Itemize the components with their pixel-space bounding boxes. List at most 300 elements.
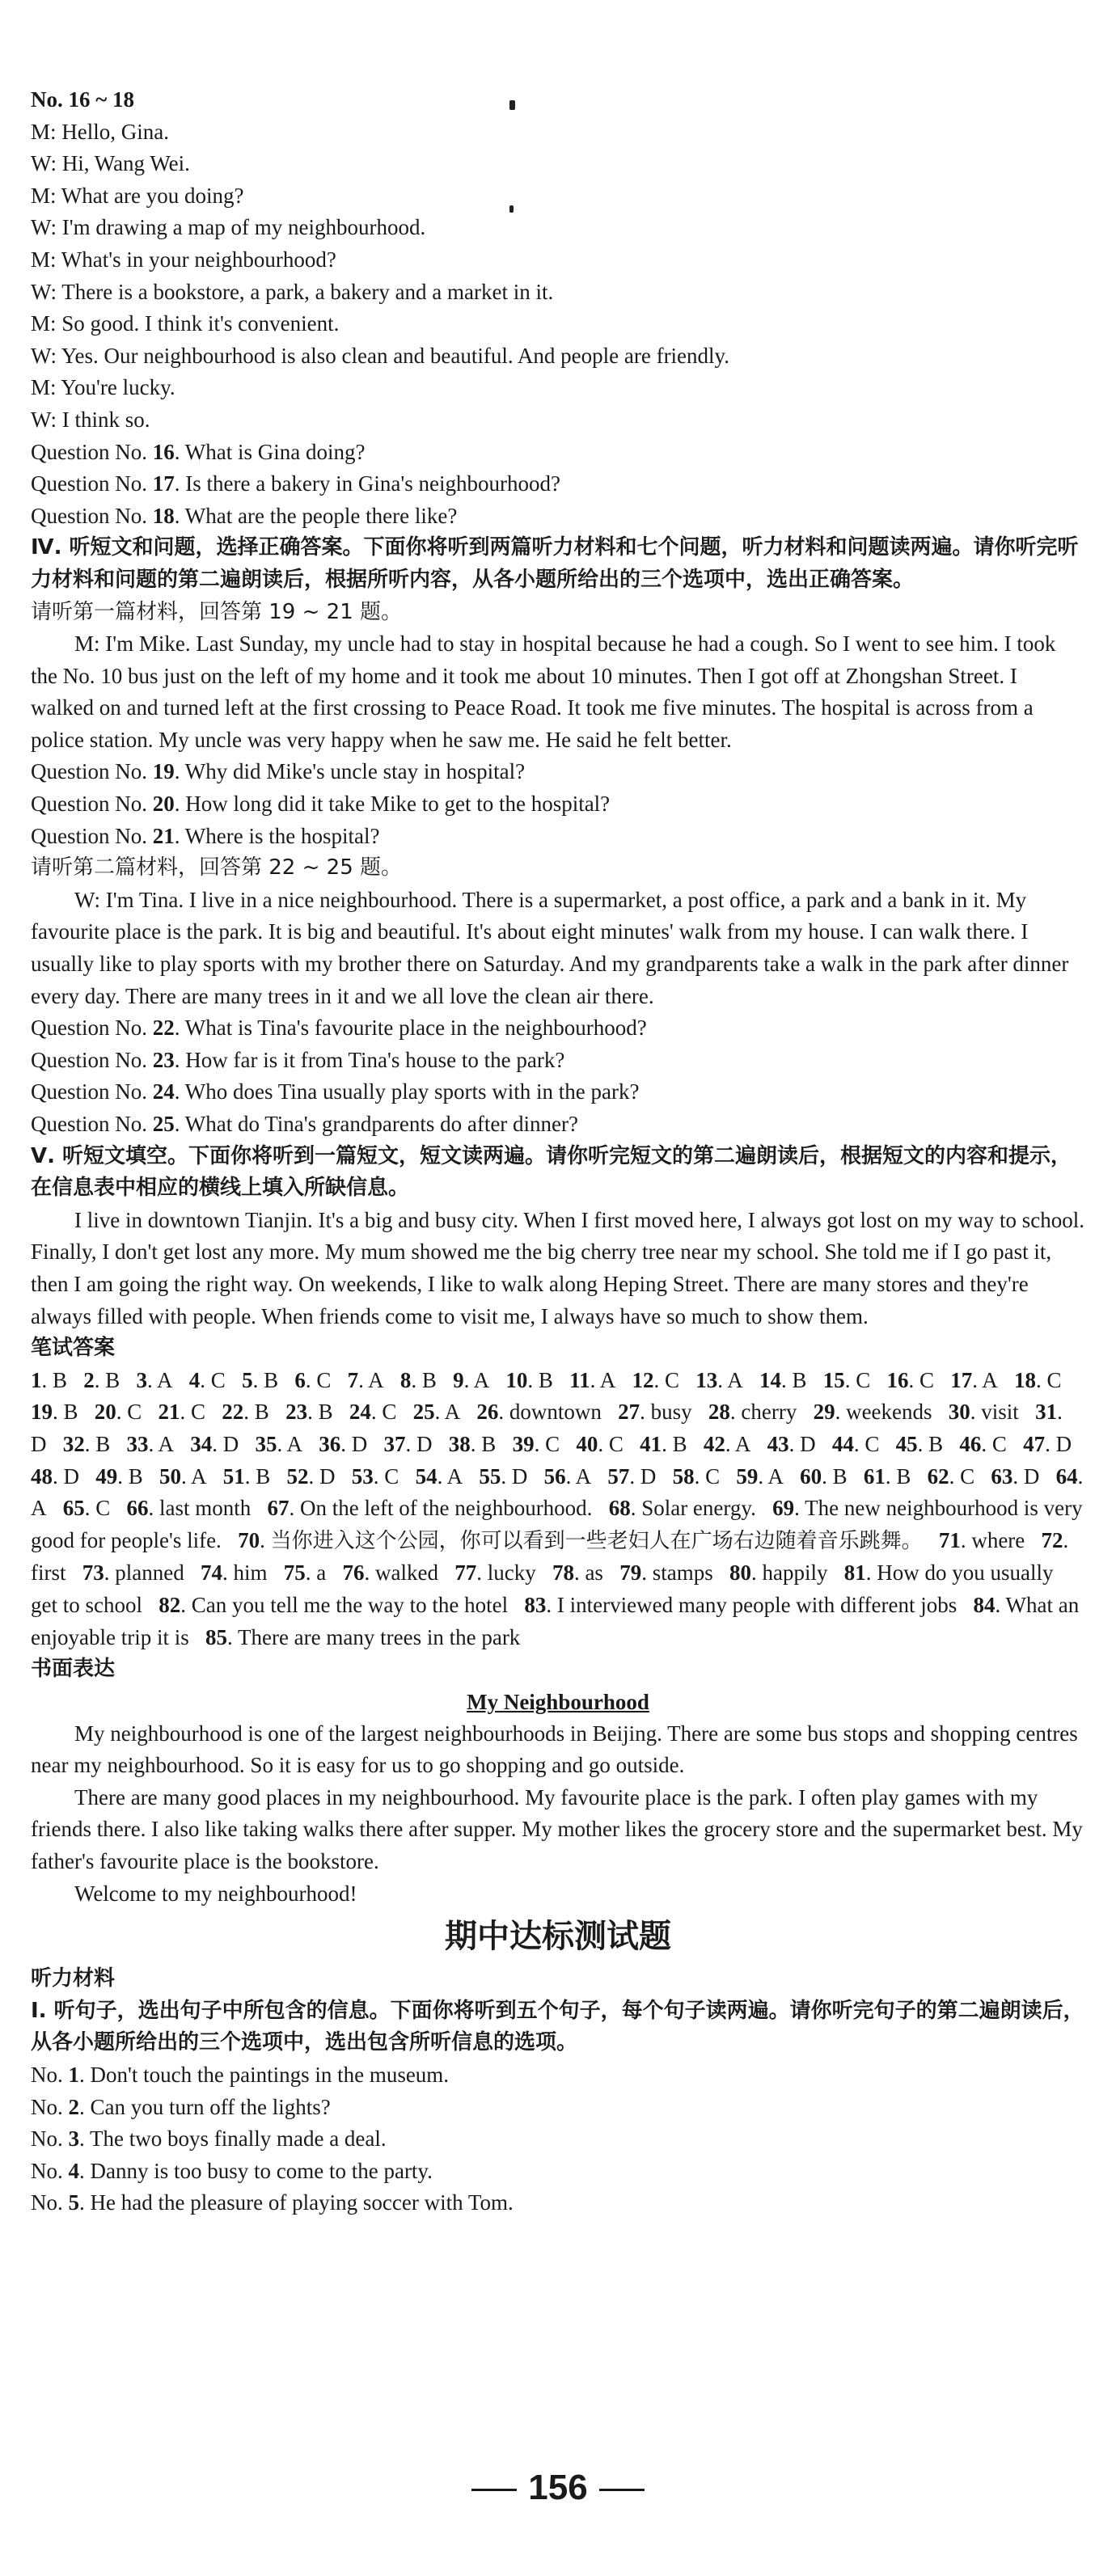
answer-value: happily — [762, 1560, 828, 1586]
answer-number: 21 — [158, 1400, 180, 1425]
answer-item: 41. B — [640, 1431, 687, 1456]
answer-number: 28 — [708, 1400, 730, 1425]
answer-number: 72 — [1041, 1527, 1063, 1552]
answer-item: 70. 当你进入这个公园，你可以看到一些老妇人在广场右边随着音乐跳舞。 — [238, 1527, 923, 1553]
dialogue-line: W: Hi, Wang Wei. — [31, 151, 190, 176]
answer-item: 30. visit — [948, 1400, 1019, 1425]
answer-item: 10. B — [505, 1367, 553, 1392]
dialogue-line: M: You're lucky. — [31, 375, 175, 400]
answer-value: D — [222, 1431, 239, 1456]
answer-item: 85. There are many trees in the park — [205, 1624, 521, 1649]
answer-value: B — [63, 1400, 78, 1425]
document-body — [31, 84, 1085, 2219]
answer-number: 49 — [95, 1463, 118, 1489]
answer-number: 45 — [895, 1431, 918, 1456]
answer-value: last month — [159, 1496, 252, 1521]
answer-item: 24. C — [349, 1400, 397, 1425]
answer-item: 16. C — [886, 1367, 935, 1392]
passage2-intro: 请听第二篇材料，回答第 22 ~ 25 题。 — [31, 855, 403, 880]
answer-value: as — [585, 1560, 603, 1586]
answer-number: 47 — [1023, 1431, 1046, 1456]
answer-number: 26 — [476, 1400, 499, 1425]
answer-item: 56. A — [543, 1463, 592, 1489]
answer-value: C — [991, 1431, 1007, 1456]
answer-number: 4 — [188, 1367, 201, 1392]
answer-number: 78 — [552, 1560, 574, 1586]
answer-number: 63 — [991, 1463, 1013, 1489]
answer-number: 70 — [238, 1527, 260, 1552]
essay-title: My Neighbourhood — [467, 1689, 649, 1714]
answer-item: 11. A — [569, 1367, 616, 1392]
answer-number: 2 — [83, 1367, 95, 1392]
answer-item: 62. C — [927, 1463, 975, 1489]
answer-value: C — [210, 1367, 226, 1392]
question-line: Question No. 17. Is there a bakery in Gina's neighbourhood? — [31, 471, 560, 496]
dialogue-line: M: What are you doing? — [31, 183, 244, 208]
answer-item: 14. B — [759, 1367, 807, 1392]
answer-value: A — [575, 1463, 592, 1489]
answer-value: A — [286, 1431, 303, 1456]
page-number-dash — [599, 2489, 645, 2491]
question-line: Question No. 20. How long did it take Mike to get to the hospital? — [31, 792, 611, 817]
answer-value: B — [128, 1463, 143, 1489]
answer-number: 79 — [619, 1560, 642, 1586]
answer-item: 13. A — [695, 1367, 743, 1392]
answer-value: B — [792, 1367, 807, 1392]
answer-item: 68. Solar energy. — [608, 1496, 756, 1521]
answer-item: 75. a — [283, 1560, 327, 1586]
answer-number: 71 — [938, 1527, 961, 1552]
answer-value: D — [351, 1431, 368, 1456]
answer-number: 46 — [959, 1431, 982, 1456]
answer-value: B — [672, 1431, 687, 1456]
answer-item: 49. B — [95, 1463, 143, 1489]
answer-item: 22. B — [222, 1400, 269, 1425]
answer-item: 17. A — [950, 1367, 998, 1392]
answer-value: C — [95, 1496, 111, 1521]
answer-value: D — [416, 1431, 433, 1456]
answer-value: a — [316, 1560, 327, 1586]
answer-value: B — [105, 1367, 120, 1392]
answer-value: C — [545, 1431, 560, 1456]
essay-paragraph: There are many good places in my neighbourhood. My favourite place is the park. I often play games with my friends there. I also like taking walks there after supper. My mother likes the grocery store and the supermarket best. My father's favourite place is the bookstore. — [31, 1784, 1083, 1874]
answer-number: 44 — [831, 1431, 854, 1456]
answer-item: 84. What an enjoyable trip it is — [31, 1592, 1080, 1649]
answer-item: 15. C — [822, 1367, 871, 1392]
answer-number: 24 — [349, 1400, 371, 1425]
answer-value: B — [256, 1463, 271, 1489]
answer-item: 36. D — [319, 1431, 368, 1456]
answer-item: 27. busy — [618, 1400, 692, 1425]
answer-number: 12 — [632, 1367, 654, 1392]
answer-item: 29. weekends — [813, 1400, 932, 1425]
answer-number: 8 — [399, 1367, 412, 1392]
answer-value: A — [157, 1367, 173, 1392]
answer-number: 57 — [607, 1463, 630, 1489]
answer-value: C — [664, 1367, 679, 1392]
answer-value: C — [127, 1400, 142, 1425]
answer-number: 25 — [412, 1400, 435, 1425]
listening-heading: 听力材料 — [31, 1966, 116, 1991]
answer-item: 78. as — [552, 1560, 603, 1586]
answer-item: 59. A — [736, 1463, 784, 1489]
answer-value: where — [971, 1527, 1025, 1552]
answer-number: 1 — [31, 1367, 42, 1392]
answer-value: first — [31, 1560, 66, 1586]
answer-number: 76 — [342, 1560, 365, 1586]
answer-value: A — [727, 1367, 743, 1392]
answer-item: 21. C — [158, 1400, 206, 1425]
answer-item: 80. happily — [729, 1560, 828, 1586]
answer-value: C — [864, 1431, 880, 1456]
answer-item: 6. C — [294, 1367, 332, 1392]
dialogue — [31, 116, 1085, 437]
answer-item: 72. first — [31, 1527, 1069, 1586]
answer-number: 19 — [31, 1400, 53, 1425]
answer-value: D — [319, 1463, 336, 1489]
answer-value: B — [254, 1400, 269, 1425]
answer-item: 31. D — [31, 1400, 1063, 1456]
question-line: Question No. 19. Why did Mike's uncle stay in hospital? — [31, 759, 526, 784]
answer-value: D — [1023, 1463, 1040, 1489]
sentence-line: No. 4. Danny is too busy to come to the party. — [31, 2158, 433, 2183]
answer-item: 71. where — [938, 1527, 1025, 1552]
page-number-dash — [471, 2489, 517, 2491]
answer-number: 36 — [319, 1431, 341, 1456]
answer-number: 37 — [383, 1431, 406, 1456]
answer-value: C — [919, 1367, 935, 1392]
sentence-line: No. 1. Don't touch the paintings in the museum. — [31, 2063, 450, 2088]
answer-value: A — [368, 1367, 384, 1392]
answer-value: On the left of the neighbourhood. — [300, 1496, 593, 1521]
answer-value: B — [95, 1431, 111, 1456]
question-line: Question No. 18. What are the people there like? — [31, 503, 458, 528]
answer-value: C — [384, 1463, 399, 1489]
answer-item: 76. walked — [342, 1560, 438, 1586]
question-line: Question No. 22. What is Tina's favourite place in the neighbourhood? — [31, 1016, 647, 1041]
answer-item: 12. C — [632, 1367, 679, 1392]
answer-number: 66 — [126, 1496, 149, 1521]
dialogue-line: W: I think so. — [31, 407, 150, 432]
answer-item: 55. D — [479, 1463, 528, 1489]
question-line: Question No. 21. Where is the hospital? — [31, 823, 380, 848]
answer-number: 85 — [205, 1624, 227, 1649]
answer-item: 9. A — [453, 1367, 490, 1392]
answer-value: C — [316, 1367, 332, 1392]
answer-value: C — [382, 1400, 397, 1425]
answer-item: 64. A — [31, 1463, 1084, 1521]
answer-number: 42 — [703, 1431, 725, 1456]
writing-heading: 书面表达 — [31, 1657, 116, 1682]
answer-value: C — [960, 1463, 975, 1489]
answer-item: 2. B — [83, 1367, 120, 1392]
answer-value: walked — [374, 1560, 438, 1586]
dialogue-line: M: What's in your neighbourhood? — [31, 247, 336, 272]
answer-number: 18 — [1014, 1367, 1037, 1392]
answer-value: C — [608, 1431, 624, 1456]
answer-item: 26. downtown — [476, 1400, 602, 1425]
answer-item: 73. planned — [82, 1560, 184, 1586]
answer-item: 32. B — [62, 1431, 111, 1456]
answer-value: B — [832, 1463, 848, 1489]
page-number: 156 — [0, 2468, 1116, 2508]
question-line: Question No. 25. What do Tina's grandparents do after dinner? — [31, 1112, 578, 1136]
dialogue-line: W: I'm drawing a map of my neighbourhood. — [31, 215, 426, 240]
answer-value: D — [63, 1463, 79, 1489]
answer-number: 29 — [813, 1400, 835, 1425]
answer-list — [31, 1365, 1085, 1653]
part5-heading: Ⅴ. 听短文填空。下面你将听到一篇短文，短文读两遍。请你听完短文的第二遍朗读后，根据短文的内容和提示，在信息表中相应的横线上填入所缺信息。 — [31, 1143, 1072, 1201]
answer-value: weekends — [846, 1400, 932, 1425]
answer-item: 65. C — [62, 1496, 111, 1521]
answer-value: A — [31, 1496, 47, 1521]
answer-number: 74 — [200, 1560, 222, 1586]
answer-item: 43. D — [767, 1431, 816, 1456]
answer-item: 46. C — [959, 1431, 1007, 1456]
answer-item: 7. A — [347, 1367, 384, 1392]
answer-number: 56 — [543, 1463, 566, 1489]
answer-value: A — [734, 1431, 751, 1456]
answer-item: 33. A — [126, 1431, 175, 1456]
answer-number: 3 — [136, 1367, 148, 1392]
answer-value: B — [53, 1367, 68, 1392]
answer-number: 32 — [62, 1431, 85, 1456]
question-line: Question No. 16. What is Gina doing? — [31, 439, 366, 464]
answer-number: 22 — [222, 1400, 244, 1425]
answer-value: stamps — [652, 1560, 713, 1586]
sentence-line: No. 5. He had the pleasure of playing soccer with Tom. — [31, 2190, 514, 2215]
answer-item: 60. B — [800, 1463, 848, 1489]
answer-value: Can you tell me the way to the hotel — [191, 1592, 509, 1617]
answer-number: 73 — [82, 1560, 104, 1586]
section-header: No. 16 ~ 18 — [31, 87, 135, 112]
answer-item: 66. last month — [126, 1496, 252, 1521]
answer-number: 64 — [1055, 1463, 1078, 1489]
answer-value: B — [421, 1367, 437, 1392]
answer-item: 48. D — [31, 1463, 79, 1489]
dialogue-line: M: Hello, Gina. — [31, 119, 169, 144]
answer-number: 55 — [479, 1463, 501, 1489]
answer-value: The new neighbourhood is very good for people's life. — [31, 1496, 1083, 1552]
answer-number: 6 — [294, 1367, 306, 1392]
answer-number: 33 — [126, 1431, 149, 1456]
answer-value: B — [481, 1431, 497, 1456]
passage1-intro: 请听第一篇材料，回答第 19 ~ 21 题。 — [31, 599, 403, 624]
answer-item: 38. B — [448, 1431, 497, 1456]
answer-number: 51 — [222, 1463, 245, 1489]
answer-value: Solar energy. — [641, 1496, 756, 1521]
answer-item: 57. D — [607, 1463, 657, 1489]
answer-number: 20 — [94, 1400, 116, 1425]
answer-item: 79. stamps — [619, 1560, 713, 1586]
answer-value: busy — [650, 1400, 692, 1425]
answer-value: cherry — [741, 1400, 797, 1425]
answer-item: 67. On the left of the neighbourhood. — [267, 1496, 593, 1521]
answer-number: 67 — [267, 1496, 290, 1521]
answer-value: A — [473, 1367, 490, 1392]
answer-number: 15 — [822, 1367, 845, 1392]
answer-value: lucky — [487, 1560, 536, 1586]
answer-value: A — [982, 1367, 998, 1392]
answer-number: 62 — [927, 1463, 949, 1489]
answer-number: 30 — [948, 1400, 970, 1425]
answer-number: 69 — [772, 1496, 795, 1521]
answer-value: A — [191, 1463, 207, 1489]
answer-item: 74. him — [200, 1560, 268, 1586]
answer-item: 81. How do you usually get to school — [31, 1560, 1054, 1617]
answer-number: 80 — [729, 1560, 751, 1586]
answer-item: 45. B — [895, 1431, 944, 1456]
answer-number: 34 — [190, 1431, 213, 1456]
answer-number: 35 — [255, 1431, 277, 1456]
answer-number: 41 — [640, 1431, 662, 1456]
answer-item: 52. D — [286, 1463, 336, 1489]
answer-number: 14 — [759, 1367, 781, 1392]
answer-item: 42. A — [703, 1431, 751, 1456]
answer-item: 20. C — [94, 1400, 142, 1425]
essay-paragraph: My neighbourhood is one of the largest neighbourhoods in Beijing. There are some bus stops and shopping centres near my neighbourhood. So it is easy for us to go shopping and go outside. — [31, 1721, 1078, 1778]
answer-number: 50 — [159, 1463, 182, 1489]
answer-item: 39. C — [512, 1431, 560, 1456]
answer-number: 52 — [286, 1463, 309, 1489]
answer-number: 17 — [950, 1367, 973, 1392]
answer-value: A — [446, 1463, 463, 1489]
dialogue-line: W: There is a bookstore, a park, a bakery and a market in it. — [31, 279, 554, 304]
answer-value: downtown — [509, 1400, 602, 1425]
answer-number: 68 — [608, 1496, 631, 1521]
answer-number: 38 — [448, 1431, 471, 1456]
answer-number: 5 — [242, 1367, 253, 1392]
answer-item: 19. B — [31, 1400, 78, 1425]
answer-item: 61. B — [863, 1463, 911, 1489]
answer-value: C — [1046, 1367, 1062, 1392]
answer-value: B — [928, 1431, 944, 1456]
answers-heading: 笔试答案 — [31, 1336, 116, 1361]
answer-number: 53 — [351, 1463, 374, 1489]
answer-value: What an enjoyable trip it is — [31, 1592, 1080, 1649]
answer-number: 43 — [767, 1431, 789, 1456]
answer-item: 18. C — [1014, 1367, 1062, 1392]
answer-item: 1. B — [31, 1367, 68, 1392]
answer-item: 82. Can you tell me the way to the hotel — [159, 1592, 509, 1617]
answer-number: 48 — [31, 1463, 53, 1489]
answer-number: 40 — [576, 1431, 598, 1456]
answer-value: There are many trees in the park — [237, 1624, 521, 1649]
answer-value: How do you usually get to school — [31, 1560, 1054, 1617]
answer-item: 28. cherry — [708, 1400, 797, 1425]
answer-number: 16 — [886, 1367, 909, 1392]
answer-item: 47. D — [1023, 1431, 1072, 1456]
answer-number: 83 — [524, 1592, 547, 1617]
passage2-text: W: I'm Tina. I live in a nice neighbourhood. There is a supermarket, a post office, a park and a bank in it. My favourite place is the park. It is big and beautiful. It's about eight minutes' walk from my house. I can walk there. I usually like to play sports with my brother there on Saturday. And my grandparents take a walk in the park after dinner every day. There are many trees in it and we all love the clean air there. — [31, 887, 1069, 1008]
sentence-line: No. 2. Can you turn off the lights? — [31, 2094, 331, 2119]
answer-item: 37. D — [383, 1431, 433, 1456]
answer-value: A — [444, 1400, 461, 1425]
passage1-text: M: I'm Mike. Last Sunday, my uncle had to stay in hospital because he had a cough. So I went to see him. I took the No. 10 bus just on the left of my home and it took me about 10 minutes. Then I got off at Zhongshan Street. I walked on and turned left at the first crossing to Peace Road. It took me five minutes. The hospital is across from a police station. My uncle was very happy when he saw me. He said he felt better. — [31, 631, 1056, 752]
dialogue-line: M: So good. I think it's convenient. — [31, 311, 340, 336]
answer-number: 61 — [863, 1463, 886, 1489]
part5-text: I live in downtown Tianjin. It's a big and busy city. When I first moved here, I always got lost on my way to school. Finally, I don't get lost any more. My mum showed me the big cherry tree near my school. She told me if I go past it, then I am going the right way. On weekends, I like to walk along Heping Street. There are many stores and they're always filled with people. When friends come to visit me, I always have so much to show them. — [31, 1207, 1084, 1328]
answer-item: 69. The new neighbourhood is very good for people's life. — [31, 1496, 1083, 1552]
answer-item: 58. C — [672, 1463, 721, 1489]
answer-item: 63. D — [991, 1463, 1040, 1489]
answer-value: A — [599, 1367, 616, 1392]
question-line: Question No. 24. Who does Tina usually play sports with in the park? — [31, 1079, 640, 1104]
answer-value: B — [538, 1367, 553, 1392]
answer-value: C — [191, 1400, 206, 1425]
answer-item: 50. A — [159, 1463, 207, 1489]
answer-item: 4. C — [188, 1367, 226, 1392]
answer-value: C — [856, 1367, 871, 1392]
question-line: Question No. 23. How far is it from Tina's house to the park? — [31, 1047, 565, 1072]
answer-value: A — [767, 1463, 784, 1489]
answer-value: D — [511, 1463, 528, 1489]
answer-value: B — [896, 1463, 911, 1489]
answer-item: 8. B — [399, 1367, 437, 1392]
midterm-title: 期中达标测试题 — [445, 1918, 671, 1956]
answer-value: D — [640, 1463, 657, 1489]
answer-number: 27 — [618, 1400, 640, 1425]
answer-item: 35. A — [255, 1431, 303, 1456]
answer-item: 53. C — [351, 1463, 399, 1489]
answer-number: 77 — [454, 1560, 477, 1586]
part4-heading: Ⅳ. 听短文和问题，选择正确答案。下面你将听到两篇听力材料和七个问题，听力材料和问题读两遍。请你听完听力材料和问题的第二遍朗读后，根据所听内容，从各小题所给出的三个选项中，选出正确答案。 — [31, 535, 1079, 592]
answer-item: 51. B — [222, 1463, 271, 1489]
answer-item: 44. C — [831, 1431, 880, 1456]
answer-item: 54. A — [415, 1463, 463, 1489]
answer-value: B — [318, 1400, 333, 1425]
answer-item: 40. C — [576, 1431, 624, 1456]
answer-value: him — [233, 1560, 268, 1586]
answer-number: 58 — [672, 1463, 695, 1489]
answer-number: 39 — [512, 1431, 535, 1456]
dialogue-line: W: Yes. Our neighbourhood is also clean and beautiful. And people are friendly. — [31, 343, 730, 368]
answer-number: 82 — [159, 1592, 181, 1617]
answer-item: 77. lucky — [454, 1560, 536, 1586]
answer-value: planned — [115, 1560, 184, 1586]
answer-number: 84 — [973, 1592, 996, 1617]
answer-number: 54 — [415, 1463, 438, 1489]
answer-number: 13 — [695, 1367, 718, 1392]
answer-number: 10 — [505, 1367, 528, 1392]
answer-value: C — [705, 1463, 721, 1489]
essay-paragraph: Welcome to my neighbourhood! — [74, 1881, 357, 1906]
answer-number: 65 — [62, 1496, 85, 1521]
answer-number: 31 — [1035, 1400, 1058, 1425]
answer-item: 3. A — [136, 1367, 173, 1392]
answer-number: 59 — [736, 1463, 759, 1489]
answer-value: D — [31, 1431, 47, 1456]
answer-number: 60 — [800, 1463, 822, 1489]
answer-number: 11 — [569, 1367, 590, 1392]
answer-number: 9 — [453, 1367, 464, 1392]
answer-value: 当你进入这个公园，你可以看到一些老妇人在广场右边随着音乐跳舞。 — [270, 1528, 923, 1553]
sentence-line: No. 3. The two boys finally made a deal. — [31, 2126, 387, 2152]
answer-number: 75 — [283, 1560, 306, 1586]
answer-item: 83. I interviewed many people with different jobs — [524, 1592, 957, 1617]
answer-item: 34. D — [190, 1431, 239, 1456]
midterm-part1-heading: Ⅰ. 听句子，选出句子中所包含的信息。下面你将听到五个句子，每个句子读两遍。请你听完句子的第二遍朗读后，从各小题所给出的三个选项中，选出包含所听信息的选项。 — [31, 1998, 1084, 2055]
answer-number: 23 — [285, 1400, 308, 1425]
answer-value: visit — [981, 1400, 1019, 1425]
answer-item: 5. B — [242, 1367, 279, 1392]
answer-item: 25. A — [412, 1400, 461, 1425]
answer-value: A — [158, 1431, 175, 1456]
answer-item: 23. B — [285, 1400, 333, 1425]
answer-value: I interviewed many people with different jobs — [556, 1592, 957, 1617]
answer-value: B — [264, 1367, 279, 1392]
answer-number: 7 — [347, 1367, 359, 1392]
